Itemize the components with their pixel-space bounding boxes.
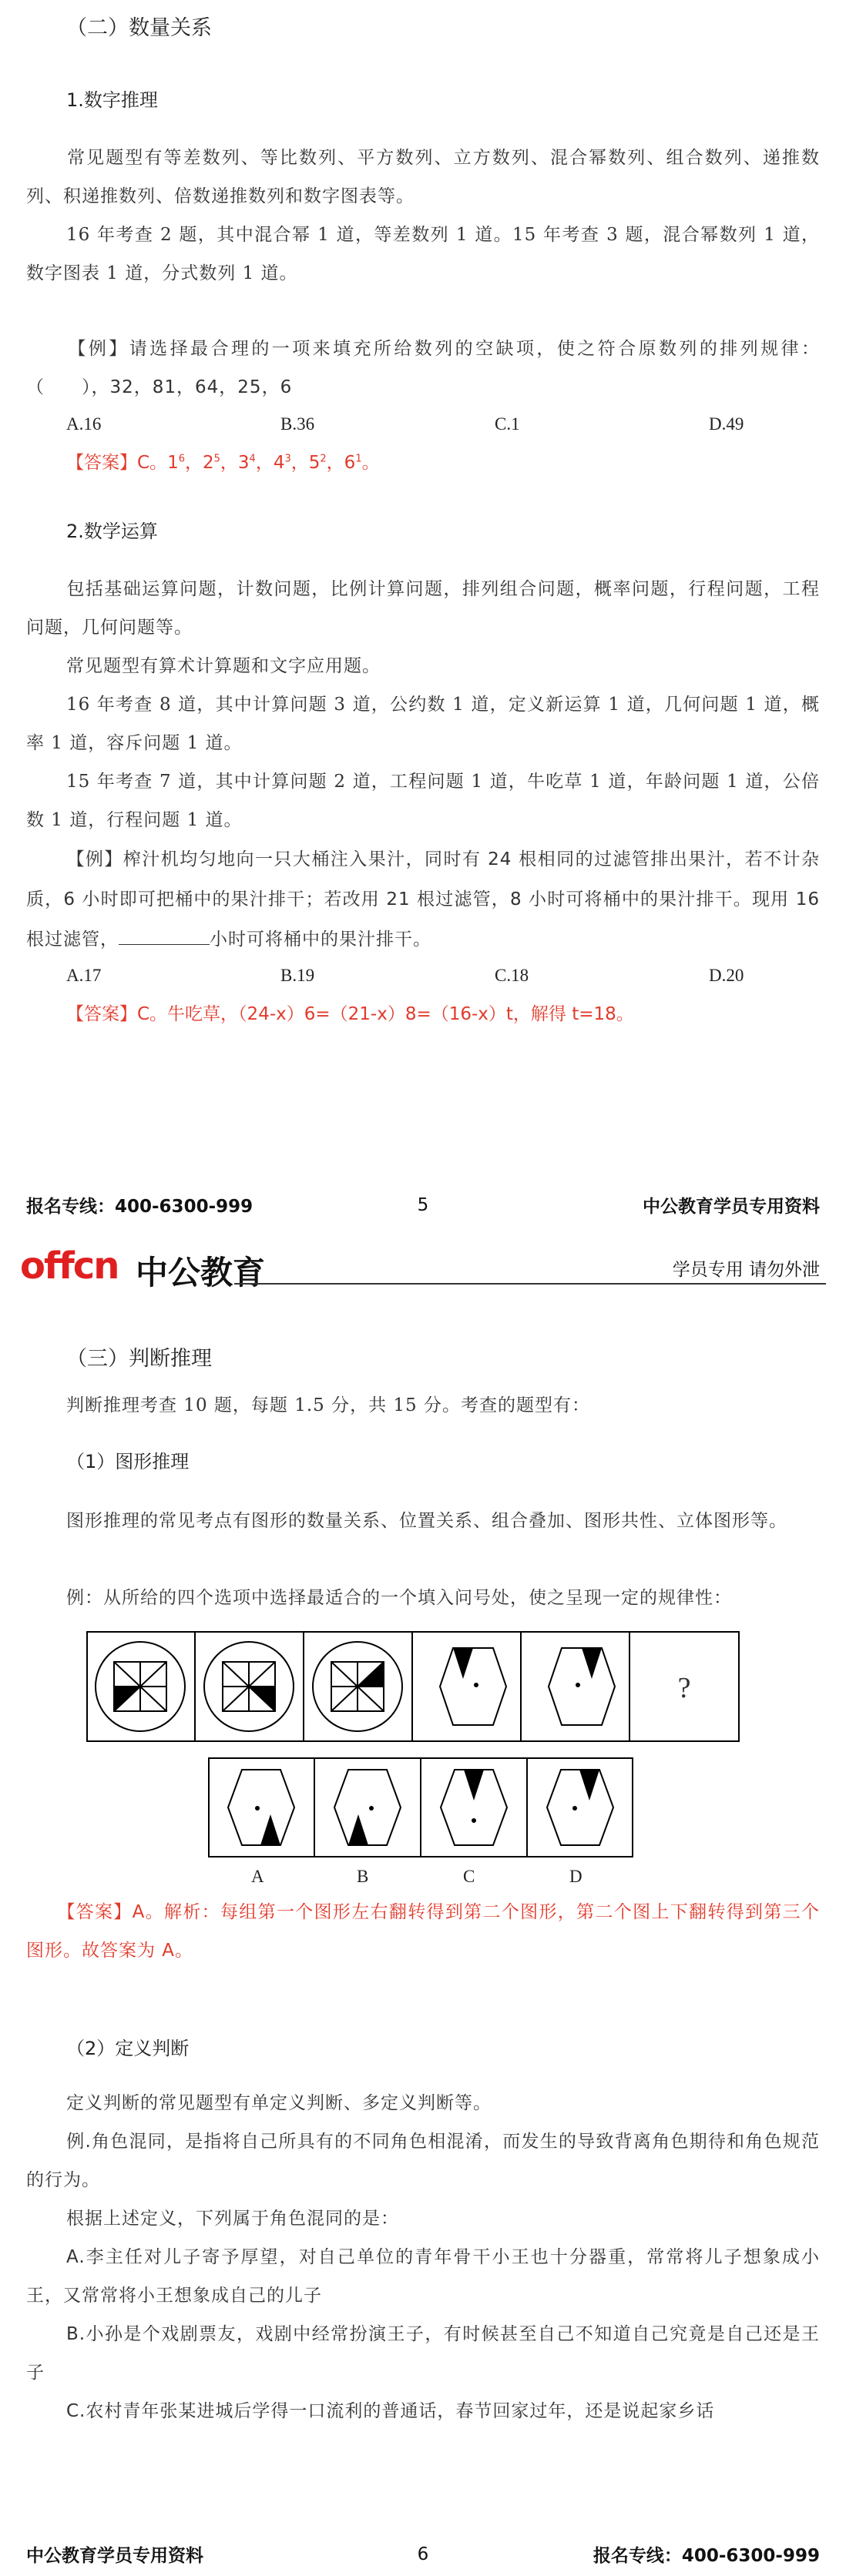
paragraph-number-reasoning-stats: 16 年考查 2 题，其中混合幂 1 道，等差数列 1 道。15 年考查 3 题，混合幂数列 1 道，数字图表 1 道，分式数列 1 道。	[26, 225, 820, 283]
subsection-definition-judgment: （2）定义判断	[66, 2038, 190, 2059]
option-b: B.19	[280, 966, 315, 985]
power-base: 2	[202, 453, 214, 473]
paragraph-math-2016: 16 年考查 8 道，其中计算问题 3 道，公约数 1 道，定义新运算 1 道，几何问题 1 道，概率 1 道，容斥问题 1 道。	[26, 695, 820, 753]
footer-material-note: 中公教育学员专用资料	[643, 1197, 820, 1217]
question-mark: ?	[677, 1672, 691, 1704]
paragraph-math-2015: 15 年考查 7 道，其中计算问题 2 道，工程问题 1 道，牛吃草 1 道，年龄问题 1 道，公倍数 1 道，行程问题 1 道。	[26, 772, 820, 830]
subsection-number-reasoning: 1.数字推理	[66, 89, 158, 111]
power-base: 1	[167, 453, 179, 473]
option-a: A.17	[66, 966, 102, 985]
power-exponent: 2	[320, 453, 327, 465]
example-2-question: 【例】榨汁机均匀地向一只大桶注入果汁，同时有 24 根相同的过滤管排出果汁，若不计杂质，6 小时即可把桶中的果汁排干；若改用 21 根过滤管，8 小时可将桶中的果汁排干。现用 16 根过滤管， 小时可将桶中的果汁排干。	[26, 849, 820, 950]
definition-option-c: C.农村青年张某进城后学得一口流利的普通话，春节回家过年，还是说起家乡话	[66, 2401, 715, 2421]
section-title-judgment: （三）判断推理	[66, 1347, 212, 1371]
paragraph-judgment-intro: 判断推理考查 10 题，每题 1.5 分，共 15 分。考查的题型有：	[66, 1395, 590, 1415]
figure-question-row	[86, 1631, 740, 1742]
example-1-question: 【例】请选择最合理的一项来填充所给数列的空缺项，使之符合原数列的排列规律：（ ），32，81，64，25，6	[26, 339, 820, 397]
paragraph-question-stem: 根据上述定义，下列属于角色混同的是：	[66, 2209, 399, 2229]
circle-figure-3	[313, 1642, 402, 1731]
option-label-b: B	[357, 1867, 369, 1886]
paragraph-role-confusion-definition: 例.角色混同，是指将自己所具有的不同角色相混淆，而发生的导致背离角色期待和角色规范的行为。	[26, 2132, 820, 2190]
paragraph-figure-reasoning: 图形推理的常见考点有图形的数量关系、位置关系、组合叠加、图形共性、立体图形等。	[66, 1511, 787, 1531]
definition-option-a: A.李主任对儿子寄予厚望，对自己单位的青年骨干小王也十分器重，常常将儿子想象成小王，又常常将小王想象成自己的儿子	[26, 2247, 820, 2306]
power-term	[238, 453, 256, 473]
power-exponent: 6	[178, 453, 185, 465]
header-confidential-note: 学员专用 请勿外泄	[672, 1260, 820, 1280]
power-exponent: 4	[249, 453, 256, 465]
circle-figure-2	[204, 1642, 294, 1731]
subsection-figure-reasoning: （1）图形推理	[66, 1451, 190, 1472]
page-number: 5	[417, 1195, 429, 1215]
footer-material-note: 中公教育学员专用资料	[26, 2546, 203, 2566]
option-figure-c	[441, 1770, 507, 1845]
paragraph-definition-types: 定义判断的常见题型有单定义判断、多定义判断等。	[66, 2093, 492, 2113]
option-c: C.18	[495, 966, 529, 985]
header-divider	[234, 1283, 826, 1285]
power-term	[274, 453, 291, 473]
power-base: 4	[273, 453, 285, 473]
option-a: A.16	[66, 414, 102, 434]
page-header	[20, 1244, 826, 1291]
power-term	[309, 453, 327, 473]
power-term	[203, 453, 220, 473]
answer-blank	[119, 927, 210, 945]
option-d: D.49	[709, 414, 744, 434]
section-title-quantity: （二）数量关系	[66, 16, 212, 40]
hexagon-figure-4	[440, 1648, 506, 1725]
option-label-d: D	[569, 1867, 582, 1886]
paragraph-number-reasoning-types: 常见题型有等差数列、等比数列、平方数列、立方数列、混合幂数列、组合数列、递推数列、积递推数列、倍数递推数列和数字图表等。	[26, 148, 820, 206]
option-figure-a	[228, 1770, 294, 1845]
power-term	[344, 453, 362, 473]
power-exponent: 1	[355, 453, 362, 465]
footer-hotline: 报名专线：400-6300-999	[593, 2546, 820, 2566]
option-figure-b	[334, 1770, 401, 1845]
figure-options-row	[208, 1757, 633, 1857]
power-term	[167, 453, 185, 473]
hexagon-figure-5	[549, 1648, 615, 1725]
circle-figure-1	[96, 1642, 185, 1731]
paragraph-math-types: 包括基础运算问题，计数问题，比例计算问题，排列组合问题，概率问题，行程问题，工程问题，几何问题等。	[26, 579, 820, 638]
answer-power-terms: $1^6$，$2^5$，$3^4$，$4^3$，$5^2$，$6^1$	[167, 453, 362, 473]
example-2-answer: 【答案】C。牛吃草，（24-x）6=（21-x）8=（16-x）t，解得 t=18。	[66, 1004, 634, 1024]
power-base: 5	[308, 453, 321, 473]
figure-answer: 【答案】A。解析：每组第一个图形左右翻转得到第二个图形，第二个图上下翻转得到第三个图形。故答案为 A。	[26, 1902, 820, 1961]
page-number: 6	[417, 2544, 429, 2564]
example-1-answer: 【答案】C。$1^6$，$2^5$，$3^4$，$4^3$，$5^2$，$6^1$。	[66, 453, 380, 473]
power-base: 3	[237, 453, 250, 473]
power-exponent: 3	[284, 453, 291, 465]
power-base: 6	[344, 453, 356, 473]
subsection-math-operation: 2.数学运算	[66, 521, 158, 542]
option-label-a: A	[251, 1867, 264, 1886]
definition-option-b: B.小孙是个戏剧票友，戏剧中经常扮演王子，有时候甚至自己不知道自己究竟是自己还是王子	[26, 2324, 820, 2383]
paragraph-math-common: 常见题型有算术计算题和文字应用题。	[66, 656, 381, 676]
option-label-c: C	[463, 1867, 475, 1886]
option-c: C.1	[495, 414, 520, 434]
offcn-logo: offcn	[20, 1244, 119, 1288]
footer-hotline: 报名专线：400-6300-999	[26, 1197, 253, 1217]
figure-example-prompt: 例：从所给的四个选项中选择最适合的一个填入问号处，使之呈现一定的规律性：	[66, 1588, 732, 1608]
offcn-logo-chinese: 中公教育	[136, 1254, 266, 1291]
option-d: D.20	[709, 966, 744, 985]
option-figure-d	[547, 1770, 613, 1845]
power-exponent: 5	[213, 453, 220, 465]
option-b: B.36	[280, 414, 315, 434]
